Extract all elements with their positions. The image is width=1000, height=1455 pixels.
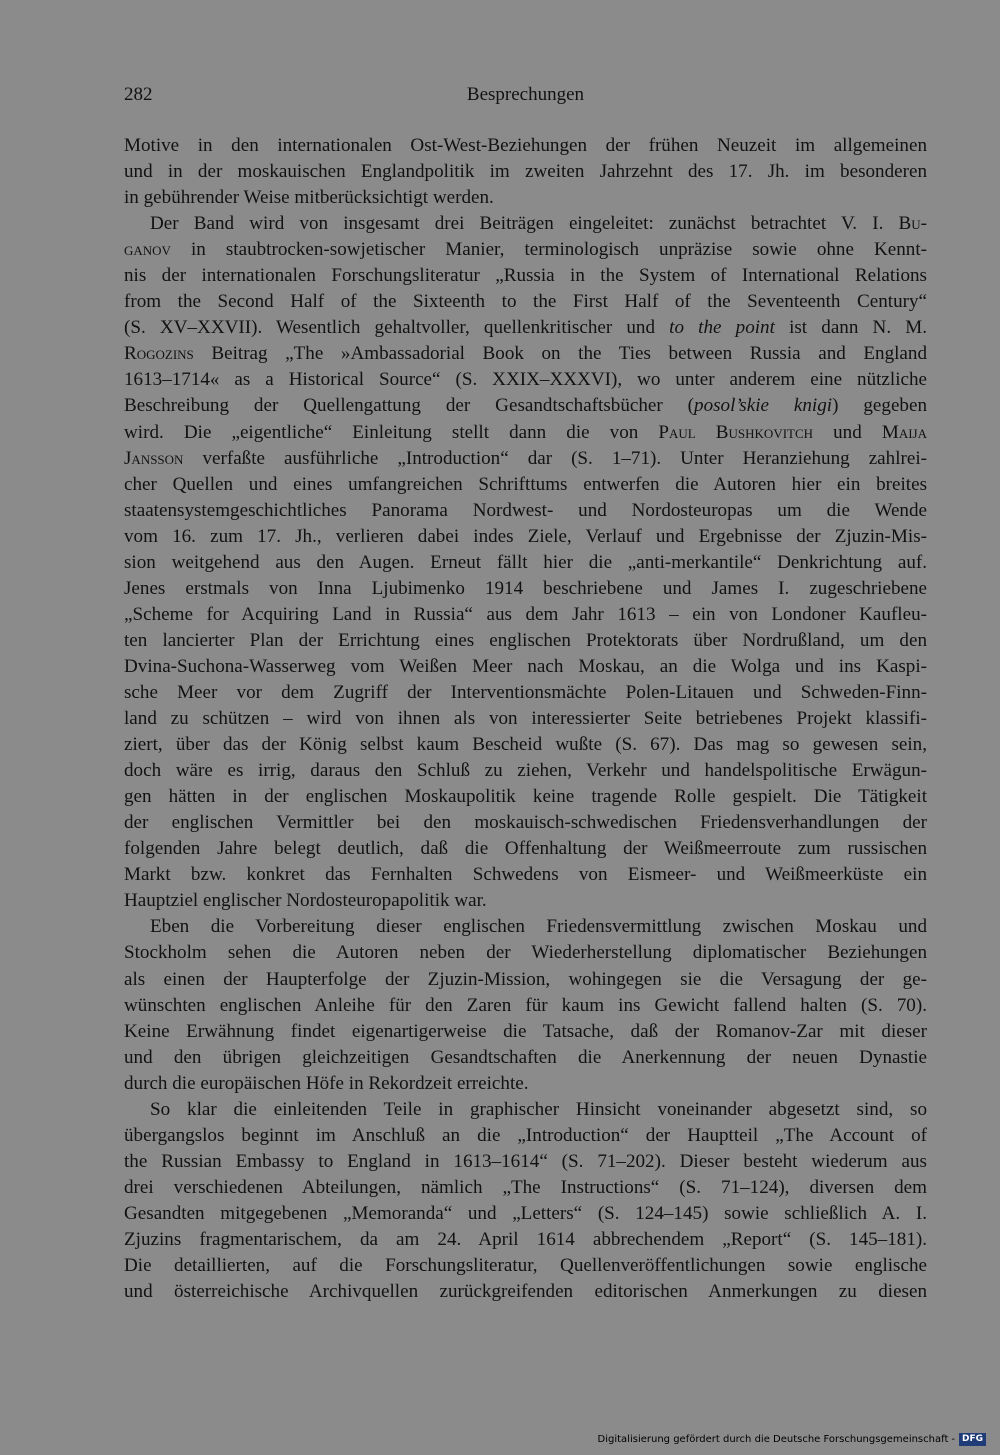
text-line: [124, 1175, 927, 1201]
text-line: [124, 185, 927, 211]
text-line: [124, 967, 927, 993]
text-line: [124, 1097, 927, 1123]
emphasis-text: to the point: [669, 317, 775, 339]
text-line: [124, 680, 927, 706]
text-segment: und österreichische Archivquellen zurückgreifenden editorischen Anmerkungen zu diesen: [124, 1281, 927, 1303]
text-line: [124, 914, 927, 940]
text-segment: Gesandten mitgegebenen „Memoranda“ und „Letters“ (S. 124–145) sowie schließlich A. I.: [124, 1202, 927, 1224]
text-segment: Markt bzw. konkret das Fernhalten Schwedens von Eismeer- und Weißmeerküste ein: [124, 864, 927, 886]
text-line: [124, 706, 927, 732]
text-line: [124, 628, 927, 654]
text-line: [124, 1227, 927, 1253]
text-line: [124, 550, 927, 576]
text-line: [124, 810, 927, 836]
text-line: [124, 1071, 927, 1097]
review-body-text: [124, 133, 927, 1305]
text-segment: ) gegeben: [832, 395, 927, 417]
text-segment: ist dann N. M.: [774, 317, 928, 339]
text-segment: übergangslos beginnt im Anschluß an die „Introduction“ der Hauptteil „The Account of: [124, 1124, 927, 1146]
text-segment: Stockholm sehen die Autoren neben der Wiederherstellung diplomatischer Beziehungen: [124, 942, 927, 964]
author-name: ganov: [124, 239, 171, 261]
text-segment: durch die europäischen Höfe in Rekordzeit erreichte.: [124, 1072, 529, 1094]
page-header: [124, 84, 927, 110]
text-segment: Jenes erstmals von Inna Ljubimenko 1914 beschriebene und James I. zugeschriebene: [124, 577, 927, 599]
text-line: [124, 393, 927, 419]
dfg-logo: DFG: [959, 1433, 986, 1446]
text-line: [124, 472, 927, 498]
text-segment: nis der internationalen Forschungsliteratur „Russia in the System of International Relations: [124, 265, 927, 287]
text-line: [124, 289, 927, 315]
text-segment: in staubtrocken-sowjetischer Manier, terminologisch unpräzise sowie ohne Kennt-: [170, 239, 927, 261]
text-segment: verfaßte ausführliche „Introduction“ dar (S. 1–71). Unter Heranziehung zahlrei-: [183, 447, 927, 469]
text-line: [124, 940, 927, 966]
text-segment: staatensystemgeschichtliches Panorama Nordwest- und Nordosteuropas um die Wende: [124, 499, 927, 521]
credit-separator: -: [951, 1434, 955, 1445]
text-segment: Dvina-Suchona-Wasserweg vom Weißen Meer nach Moskau, an die Wolga und ins Kaspi-: [124, 655, 927, 677]
text-line: [124, 367, 927, 393]
text-segment: from the Second Half of the Sixteenth to the First Half of the Seventeenth Century“: [124, 291, 927, 313]
text-line: [124, 784, 927, 810]
running-title: Besprechungen: [466, 84, 585, 105]
text-segment: 1613–1714« as a Historical Source“ (S. XXIX–XXXVI), wo unter anderem eine nützliche: [124, 369, 927, 391]
text-line: [124, 1253, 927, 1279]
text-segment: Motive in den internationalen Ost-West-Beziehungen der frühen Neuzeit im allgemeinen: [124, 135, 927, 156]
text-segment: the Russian Embassy to England in 1613–1614“ (S. 71–202). Dieser besteht wiederum aus: [124, 1150, 927, 1172]
text-segment: sion weitgehend aus den Augen. Erneut fällt hier die „anti-merkantile“ Denkrichtung auf.: [124, 551, 927, 573]
text-line: [124, 211, 927, 237]
text-line: [124, 836, 927, 862]
page-number: 282: [124, 84, 153, 105]
text-segment: wird. Die „eigentliche“ Einleitung stellt dann die von: [124, 421, 659, 443]
credit-text: Digitalisierung gefördert durch die Deutsche Forschungsgemeinschaft: [597, 1434, 949, 1445]
text-line: [124, 993, 927, 1019]
text-line: [124, 498, 927, 524]
text-segment: ten lancierter Plan der Errichtung eines englischen Protektorats über Nordrußland, um den: [124, 629, 927, 651]
text-segment: und den übrigen gleichzeitigen Gesandtschaften die Anerkennung der neuen Dynastie: [124, 1046, 927, 1068]
text-segment: cher Quellen und eines umfangreichen Schrifttums entwerfen die Autoren hier ein breites: [124, 473, 927, 495]
text-segment: Keine Erwähnung findet eigenartigerweise die Tatsache, daß der Romanov-Zar mit dieser: [124, 1020, 927, 1042]
text-line: [124, 133, 927, 159]
text-line: [124, 576, 927, 602]
text-segment: und: [813, 421, 882, 443]
text-line: [124, 446, 927, 472]
text-line: [124, 524, 927, 550]
text-line: [124, 420, 927, 446]
text-line: [124, 758, 927, 784]
text-segment: gen hätten in der englischen Moskaupolitik keine tragende Rolle gespielt. Die Tätigkeit: [124, 786, 927, 808]
digitization-credit: [598, 1433, 986, 1446]
text-segment: So klar die einleitenden Teile in graphischer Hinsicht voneinander abgesetzt sind, so: [150, 1098, 927, 1120]
author-name: Bu-: [898, 213, 927, 235]
text-segment: vom 16. zum 17. Jh., verlieren dabei indes Ziele, Verlauf und Ergebnisse der Zjuzin-Mis-: [124, 525, 927, 547]
author-name: Maija: [881, 421, 927, 443]
text-segment: Beitrag „The »Ambassadorial Book on the Ties between Russia and England: [193, 343, 927, 365]
text-segment: sche Meer vor dem Zugriff der Interventionsmächte Polen-Litauen und Schweden-Finn-: [124, 681, 927, 703]
text-segment: und in der moskauischen Englandpolitik im zweiten Jahrzehnt des 17. Jh. im besonderen: [124, 161, 927, 183]
text-line: [124, 1019, 927, 1045]
text-line: [124, 862, 927, 888]
text-line: [124, 341, 927, 367]
text-segment: der englischen Vermittler bei den moskauisch-schwedischen Friedensverhandlungen der: [124, 812, 927, 834]
text-line: [124, 732, 927, 758]
text-line: [124, 602, 927, 628]
text-line: [124, 315, 927, 341]
text-segment: Zjuzins fragmentarischem, da am 24. April 1614 abbrechendem „Report“ (S. 145–181).: [124, 1228, 927, 1250]
text-line: [124, 888, 927, 914]
text-line: [124, 654, 927, 680]
text-segment: als einen der Haupterfolge der Zjuzin-Mission, wohingegen sie die Versagung der ge-: [124, 968, 927, 990]
text-segment: wünschten englischen Anleihe für den Zaren für kaum ins Gewicht fallend halten (S. 70).: [124, 994, 927, 1016]
text-segment: (S. XV–XXVII). Wesentlich gehaltvoller, quellenkritischer und: [124, 317, 670, 339]
text-line: [124, 1149, 927, 1175]
author-name: Paul Bushkovitch: [658, 421, 814, 443]
text-segment: folgenden Jahre belegt deutlich, daß die Offenhaltung der Weißmeerroute zum russischen: [124, 838, 927, 860]
text-line: [124, 263, 927, 289]
text-line: [124, 237, 927, 263]
text-segment: land zu schützen – wird von ihnen als von interessierter Seite betriebenes Projekt klassifi-: [124, 708, 927, 730]
text-line: [124, 1279, 927, 1305]
text-segment: drei verschiedenen Abteilungen, nämlich „The Instructions“ (S. 71–124), diversen dem: [124, 1176, 927, 1198]
emphasis-text: posol’skie knigi: [694, 395, 833, 417]
text-segment: Eben die Vorbereitung dieser englischen Friedensvermittlung zwischen Moskau und: [150, 916, 927, 938]
text-line: [124, 1201, 927, 1227]
text-segment: Hauptziel englischer Nordosteuropapolitik war.: [124, 890, 487, 912]
text-segment: „Scheme for Acquiring Land in Russia“ aus dem Jahr 1613 – ein von Londoner Kaufleu-: [124, 603, 927, 625]
text-segment: ziert, über das der König selbst kaum Bescheid wußte (S. 67). Das mag so gewesen sein,: [124, 734, 927, 756]
author-name: Jansson: [124, 447, 184, 469]
text-segment: doch wäre es irrig, daraus den Schluß zu ziehen, Verkehr und handelspolitische Erwägun-: [124, 760, 927, 782]
text-segment: Beschreibung der Quellengattung der Gesandtschaftsbücher (: [124, 395, 695, 417]
text-segment: in gebührender Weise mitberücksichtigt werden.: [124, 187, 494, 209]
text-segment: Der Band wird von insgesamt drei Beiträgen eingeleitet: zunächst betrachtet V. I.: [150, 213, 899, 235]
text-line: [124, 159, 927, 185]
text-segment: Die detaillierten, auf die Forschungsliteratur, Quellenveröffentlichungen sowie englische: [124, 1255, 927, 1277]
text-line: [124, 1045, 927, 1071]
text-line: [124, 1123, 927, 1149]
author-name: Rogozins: [124, 343, 194, 365]
